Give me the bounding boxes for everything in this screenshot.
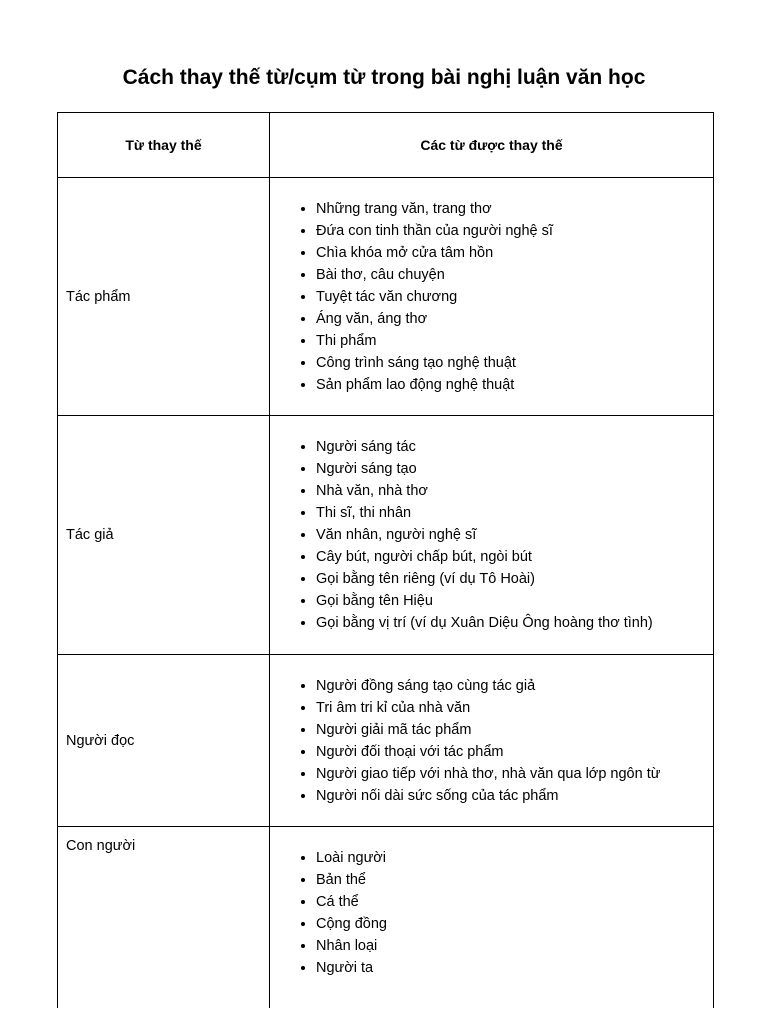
table-row xyxy=(58,655,714,827)
bullet-list xyxy=(270,198,713,396)
list-item: • Sản phẩm lao động nghệ thuật xyxy=(316,374,713,396)
row-term: Tác phẩm xyxy=(58,178,270,416)
table-row xyxy=(58,827,714,1009)
row-items xyxy=(270,178,714,416)
substitution-table xyxy=(57,112,714,1008)
row-term: Người đọc xyxy=(58,655,270,827)
column-header-replacement: Từ thay thế xyxy=(58,113,270,178)
row-items xyxy=(270,416,714,655)
row-term: Tác giả xyxy=(58,416,270,655)
table-row xyxy=(58,178,714,416)
list-item: • Áng văn, áng thơ xyxy=(316,308,713,330)
list-item: • Bản thể xyxy=(316,869,713,891)
list-item: • Cây bút, người chấp bút, ngòi bút xyxy=(316,546,713,568)
bullet-list xyxy=(270,675,713,807)
list-item: • Người giải mã tác phẩm xyxy=(316,719,713,741)
list-item: • Gọi bằng tên Hiệu xyxy=(316,590,713,612)
column-header-replaced-words: Các từ được thay thế xyxy=(270,113,714,178)
list-item: • Người đồng sáng tạo cùng tác giả xyxy=(316,675,713,697)
list-item: • Nhân loại xyxy=(316,935,713,957)
row-items xyxy=(270,655,714,827)
list-item: • Những trang văn, trang thơ xyxy=(316,198,713,220)
row-items xyxy=(270,827,714,1009)
list-item: • Người đối thoại với tác phẩm xyxy=(316,741,713,763)
list-item: • Người sáng tạo xyxy=(316,458,713,480)
list-item: • Người giao tiếp với nhà thơ, nhà văn qua lớp ngôn từ xyxy=(316,763,713,785)
list-item: • Gọi bằng vị trí (ví dụ Xuân Diệu Ông hoàng thơ tình) xyxy=(316,612,713,634)
list-item: • Cộng đồng xyxy=(316,913,713,935)
list-item: • Đứa con tinh thần của người nghệ sĩ xyxy=(316,220,713,242)
list-item: • Gọi bằng tên riêng (ví dụ Tô Hoài) xyxy=(316,568,713,590)
bullet-list xyxy=(270,827,713,979)
list-item: • Cá thể xyxy=(316,891,713,913)
list-item: • Loài người xyxy=(316,847,713,869)
list-item: • Văn nhân, người nghệ sĩ xyxy=(316,524,713,546)
list-item: • Chìa khóa mở cửa tâm hồn xyxy=(316,242,713,264)
table-header-row xyxy=(58,113,714,178)
page-title: Cách thay thế từ/cụm từ trong bài nghị luận văn học xyxy=(122,66,646,89)
list-item: • Nhà văn, nhà thơ xyxy=(316,480,713,502)
list-item: • Người nối dài sức sống của tác phẩm xyxy=(316,785,713,807)
table-row xyxy=(58,416,714,655)
list-item: • Tri âm tri kỉ của nhà văn xyxy=(316,697,713,719)
row-term: Con người xyxy=(58,827,270,1009)
list-item: • Thi phẩm xyxy=(316,330,713,352)
list-item: • Thi sĩ, thi nhân xyxy=(316,502,713,524)
list-item: • Tuyệt tác văn chương xyxy=(316,286,713,308)
list-item: • Bài thơ, câu chuyện xyxy=(316,264,713,286)
bullet-list xyxy=(270,436,713,634)
list-item: • Người sáng tác xyxy=(316,436,713,458)
list-item: • Công trình sáng tạo nghệ thuật xyxy=(316,352,713,374)
list-item: • Người ta xyxy=(316,957,713,979)
